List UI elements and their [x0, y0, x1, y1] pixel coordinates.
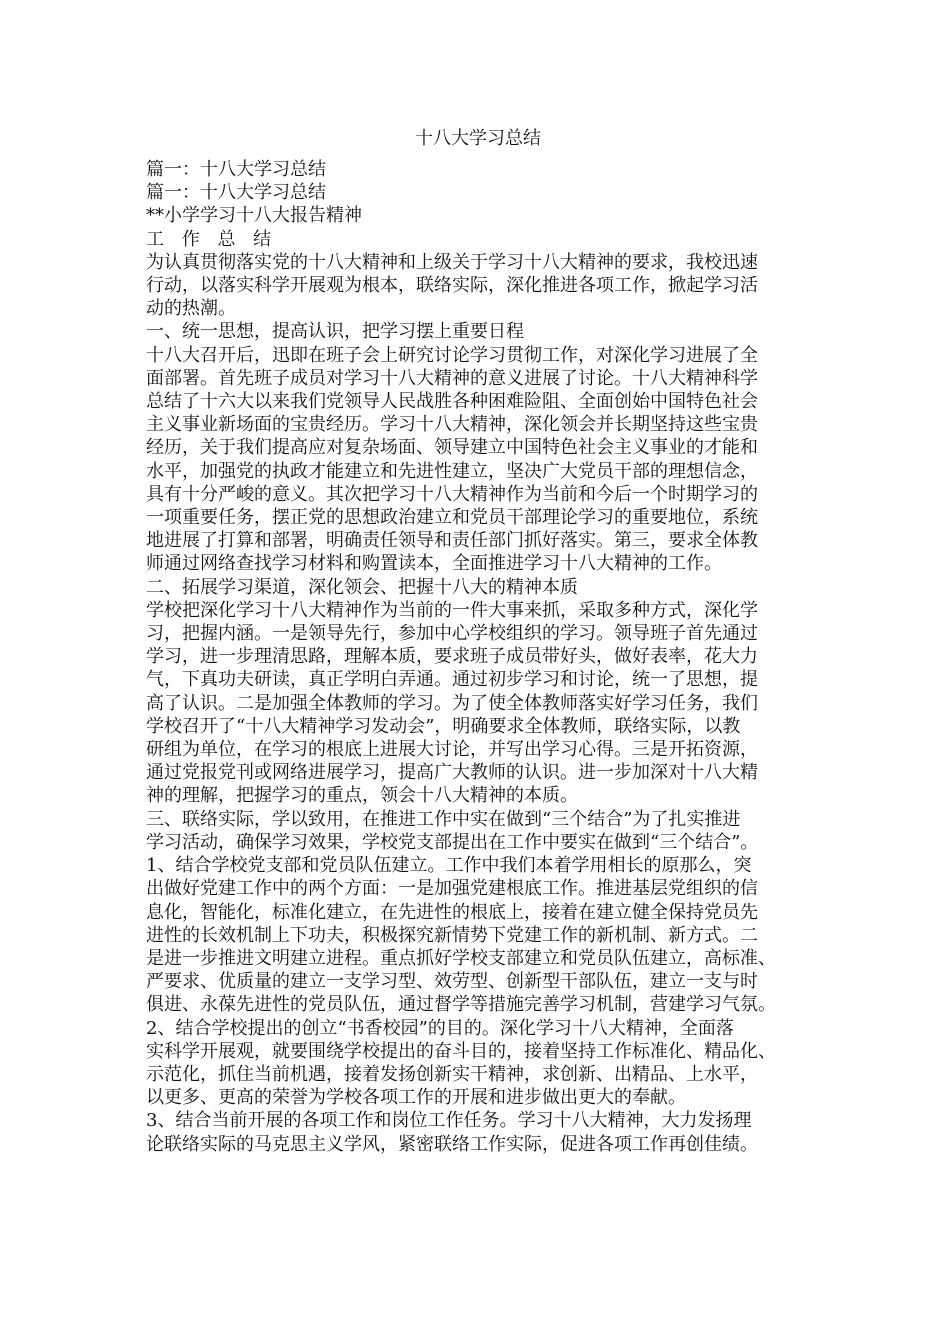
- text-line: 学习，进一步理清思路，理解本质，要求班子成员带好头，做好表率，花大力: [146, 646, 758, 668]
- text-line: 进性的长效机制上下功夫，积极探究新情势下党建工作的新机制、新方式。二: [146, 924, 758, 946]
- document-body: [146, 158, 810, 1156]
- text-line: 篇一：十八大学习总结: [146, 182, 326, 204]
- text-line: 2、结合学校提出的创立“书香校园”的目的。深化学习十八大精神，全面落: [146, 1017, 734, 1039]
- text-line: 地进展了打算和部署，明确责任领导和责任部门抓好落实。第三，要求全体教: [146, 530, 758, 552]
- text-line: **小学学习十八大报告精神: [146, 205, 362, 227]
- text-line: 息化，智能化，标准化建立，在先进性的根底上，接着在建立健全保持党员先: [146, 901, 758, 923]
- text-line: 气，下真功夫研读，真正学明白弄通。通过初步学习和讨论，统一了思想，提: [146, 669, 758, 691]
- text-line: 出做好党建工作中的两个方面：一是加强党建根底工作。推进基层党组织的信: [146, 878, 758, 900]
- text-line: 以更多、更高的荣誉为学校各项工作的开展和进步做出更大的奉献。: [146, 1087, 686, 1109]
- text-line: 动的热潮。: [146, 298, 236, 320]
- text-line: 总结了十六大以来我们党领导人民战胜各种困难险阻、全面创始中国特色社会: [146, 391, 758, 413]
- text-line: 论联络实际的马克思主义学风，紧密联络工作实际，促进各项工作再创佳绩。: [146, 1133, 758, 1155]
- text-line: 3、结合当前开展的各项工作和岗位工作任务。学习十八大精神，大力发扬理: [146, 1110, 752, 1132]
- text-line: 实科学开展观，就要围绕学校提出的奋斗目的，接着坚持工作标准化、精品化、: [146, 1040, 776, 1062]
- text-line: 1、结合学校党支部和党员队伍建立。工作中我们本着学用相长的原那么，突: [146, 855, 752, 877]
- text-line: 习，把握内涵。一是领导先行，参加中心学校组织的学习。领导班子首先通过: [146, 623, 758, 645]
- text-line: 示范化，抓住当前机遇，接着发扬创新实干精神，求创新、出精品、上水平，: [146, 1063, 758, 1085]
- text-line: 一项重要任务，摆正党的思想政治建立和党员干部理论学习的重要地位，系统: [146, 507, 758, 529]
- text-line: 神的理解，把握学习的重点，领会十八大精神的本质。: [146, 785, 578, 807]
- text-line: 面部署。首先班子成员对学习十八大精神的意义进展了讨论。十八大精神科学: [146, 367, 758, 389]
- text-line: 学习活动，确保学习效果，学校党支部提出在工作中要实在做到“三个结合”。: [146, 831, 759, 853]
- text-line: 具有十分严峻的意义。其次把学习十八大精神作为当前和今后一个时期学习的: [146, 483, 758, 505]
- text-line: 研组为单位，在学习的根底上进展大讨论，并写出学习心得。三是开拓资源，: [146, 739, 758, 761]
- text-line: 经历，关于我们提高应对复杂场面、领导建立中国特色社会主义事业的才能和: [146, 437, 758, 459]
- text-line: 工 作 总 结: [146, 228, 278, 250]
- document-title: 十八大学习总结: [415, 128, 541, 149]
- text-line: 高了认识。二是加强全体教师的学习。为了使全体教师落实好学习任务，我们: [146, 692, 758, 714]
- text-line: 俱进、永葆先进性的党员队伍，通过督学等措施完善学习机制，营建学习气氛。: [146, 994, 776, 1016]
- text-line: 行动，以落实科学开展观为根本，联络实际，深化推进各项工作，掀起学习活: [146, 275, 758, 297]
- text-line: 主义事业新场面的宝贵经历。学习十八大精神，深化领会并长期坚持这些宝贵: [146, 414, 758, 436]
- document-page: [146, 126, 810, 1156]
- text-line: 学校把深化学习十八大精神作为当前的一件大事来抓，采取多种方式，深化学: [146, 599, 758, 621]
- text-line: 学校召开了“十八大精神学习发动会”，明确要求全体教师，联络实际，以教: [146, 715, 741, 737]
- text-line: 通过党报党刊或网络进展学习，提高广大教师的认识。进一步加深对十八大精: [146, 762, 758, 784]
- text-line: 师通过网络查找学习材料和购置读本，全面推进学习十八大精神的工作。: [146, 553, 722, 575]
- text-line: 是进一步推进文明建立进程。重点抓好学校支部建立和党员队伍建立，高标准、: [146, 947, 776, 969]
- text-line: 一、统一思想，提高认识，把学习摆上重要日程: [146, 321, 524, 343]
- text-line: 严要求、优质量的建立一支学习型、效劳型、创新型干部队伍，建立一支与时: [146, 971, 758, 993]
- text-line: 二、拓展学习渠道，深化领会、把握十八大的精神本质: [146, 576, 578, 598]
- text-line: 为认真贯彻落实党的十八大精神和上级关于学习十八大精神的要求，我校迅速: [146, 251, 758, 273]
- text-line: 篇一：十八大学习总结: [146, 159, 326, 180]
- text-line: 水平，加强党的执政才能建立和先进性建立，坚决广大党员干部的理想信念，: [146, 460, 758, 482]
- text-line: 三、联络实际，学以致用，在推进工作中实在做到“三个结合”为了扎实推进: [146, 808, 741, 830]
- text-line: 十八大召开后，迅即在班子会上研究讨论学习贯彻工作，对深化学习进展了全: [146, 344, 758, 366]
